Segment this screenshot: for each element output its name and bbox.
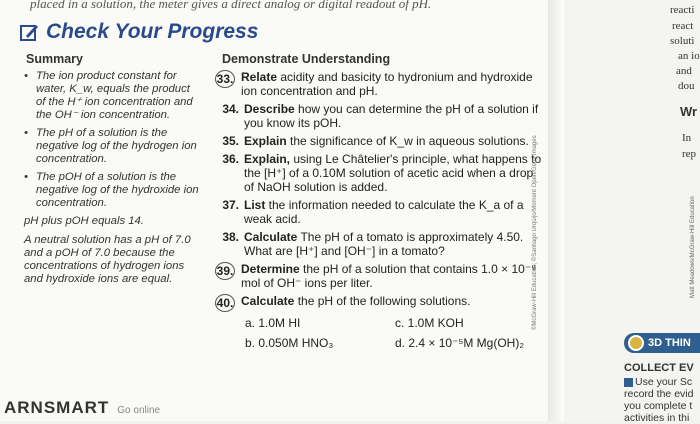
3d-thinking-band	[624, 333, 700, 353]
question-verb: Describe	[244, 102, 295, 116]
collect-line: activities in thi	[624, 412, 690, 424]
question-verb: Calculate	[244, 230, 298, 244]
question-number: 37.	[222, 198, 239, 212]
sub-item: b. 0.050M HNO₃	[245, 336, 334, 350]
question-text: the information needed to calculate the K_a of a weak acid.	[244, 198, 524, 226]
learnsmart-footer	[4, 398, 160, 418]
3d-thinking-icon	[628, 335, 644, 351]
question-verb: Explain	[244, 134, 287, 148]
demonstrate-heading: Demonstrate Understanding	[222, 52, 391, 66]
right-word: reacti	[670, 4, 695, 16]
checkbox-icon	[624, 378, 633, 387]
section-title-text: Check Your Progress	[46, 20, 259, 43]
question-verb: Relate	[241, 70, 278, 84]
right-word: an io	[678, 50, 700, 62]
right-word: In	[682, 132, 692, 144]
question-text: the pH of the following solutions.	[294, 294, 471, 308]
question-text: acidity and basicity to hydronium and hydroxide ion concentration and pH.	[241, 70, 533, 98]
right-word: rep	[682, 148, 697, 160]
spine-credit: ©McGraw-Hill Education; ©Santiago Urquijo/Moment Open/Getty Images	[532, 135, 538, 330]
question-40	[213, 294, 543, 312]
question-number: 33.	[216, 72, 234, 86]
question-verb: Explain,	[244, 152, 291, 166]
collect-evidence-box	[624, 362, 700, 424]
question-number: 36.	[222, 152, 239, 166]
band-label: 3D THIN	[648, 337, 691, 349]
questions-column	[213, 70, 543, 350]
question-text: how you can determine the pH of a solution if you know its pOH.	[244, 102, 539, 130]
book-spine	[548, 0, 564, 421]
sub-item: c. 1.0M KOH	[395, 316, 464, 330]
summary-line: pH plus pOH equals 14.	[24, 215, 144, 227]
collect-line: record the evid	[624, 388, 694, 400]
question-verb: List	[244, 198, 266, 212]
question-number: 40.	[216, 296, 234, 310]
photo-credit: Matt Meadows/McGraw-Hill Education	[690, 196, 696, 298]
collect-line: Use your Sc	[635, 376, 693, 388]
footer-brand: ARNSMART	[4, 398, 110, 417]
question-39	[213, 262, 543, 290]
summary-heading: Summary	[26, 52, 83, 66]
question-verb: Determine	[241, 262, 300, 276]
summary-column	[24, 70, 199, 292]
sub-item: d. 2.4 × 10⁻⁵M Mg(OH)₂	[395, 336, 525, 350]
right-word: react	[672, 20, 694, 32]
summary-bullet: • The pOH of a solution is the negative log of the hydroxide ion concentration.	[24, 171, 199, 210]
question-text: The pH of a tomato is approximately 4.50. What are [H⁺] and [OH⁻] in a tomato?	[244, 230, 524, 258]
question-verb: Calculate	[241, 294, 295, 308]
pencil-checkbox-icon	[20, 22, 40, 42]
top-text-line: placed in a solution, the meter gives a direct analog or digital readout of pH.	[30, 0, 432, 11]
right-word: soluti	[670, 35, 695, 47]
right-heading: Wr	[680, 104, 698, 119]
question-35	[213, 134, 543, 148]
question-34	[213, 102, 543, 130]
question-number: 39.	[216, 264, 234, 278]
question-38	[213, 230, 543, 258]
right-word: dou	[678, 80, 695, 92]
question-text: using Le Châtelier's principle, what happens to the [H⁺] of a 0.10M solution of acetic acid when a drop of NaOH solution is added.	[244, 152, 542, 194]
collect-line: you complete t	[624, 400, 693, 412]
right-page	[564, 0, 700, 421]
question-number: 38.	[222, 230, 239, 244]
collect-heading: COLLECT EV	[624, 362, 694, 374]
right-word: and	[676, 65, 692, 77]
sub-item: a. 1.0M HI	[245, 316, 301, 330]
question-36	[213, 152, 543, 194]
question-number: 34.	[222, 102, 239, 116]
footer-go-online: Go online	[117, 405, 161, 416]
section-title	[20, 20, 258, 44]
question-text: the pH of a solution that contains 1.0 × 10⁻⁹ mol of OH⁻ ions per liter.	[241, 262, 537, 290]
summary-line: A neutral solution has a pH of 7.0 and a pOH of 7.0 because the concentrations of hydrogen ions and hydroxide ions are equal.	[24, 234, 191, 285]
question-37	[213, 198, 543, 226]
question-40-sub-items	[245, 316, 543, 350]
question-text: the significance of K_w in aqueous solutions.	[286, 134, 529, 148]
summary-bullet: • The ion product constant for water, K_w, equals the product of the H⁺ ion concentration and the OH⁻ ion concentration.	[24, 70, 199, 122]
question-number: 35.	[222, 134, 239, 148]
summary-bullet: • The pH of a solution is the negative log of the hydrogen ion concentration.	[24, 127, 199, 166]
question-33	[213, 70, 543, 98]
